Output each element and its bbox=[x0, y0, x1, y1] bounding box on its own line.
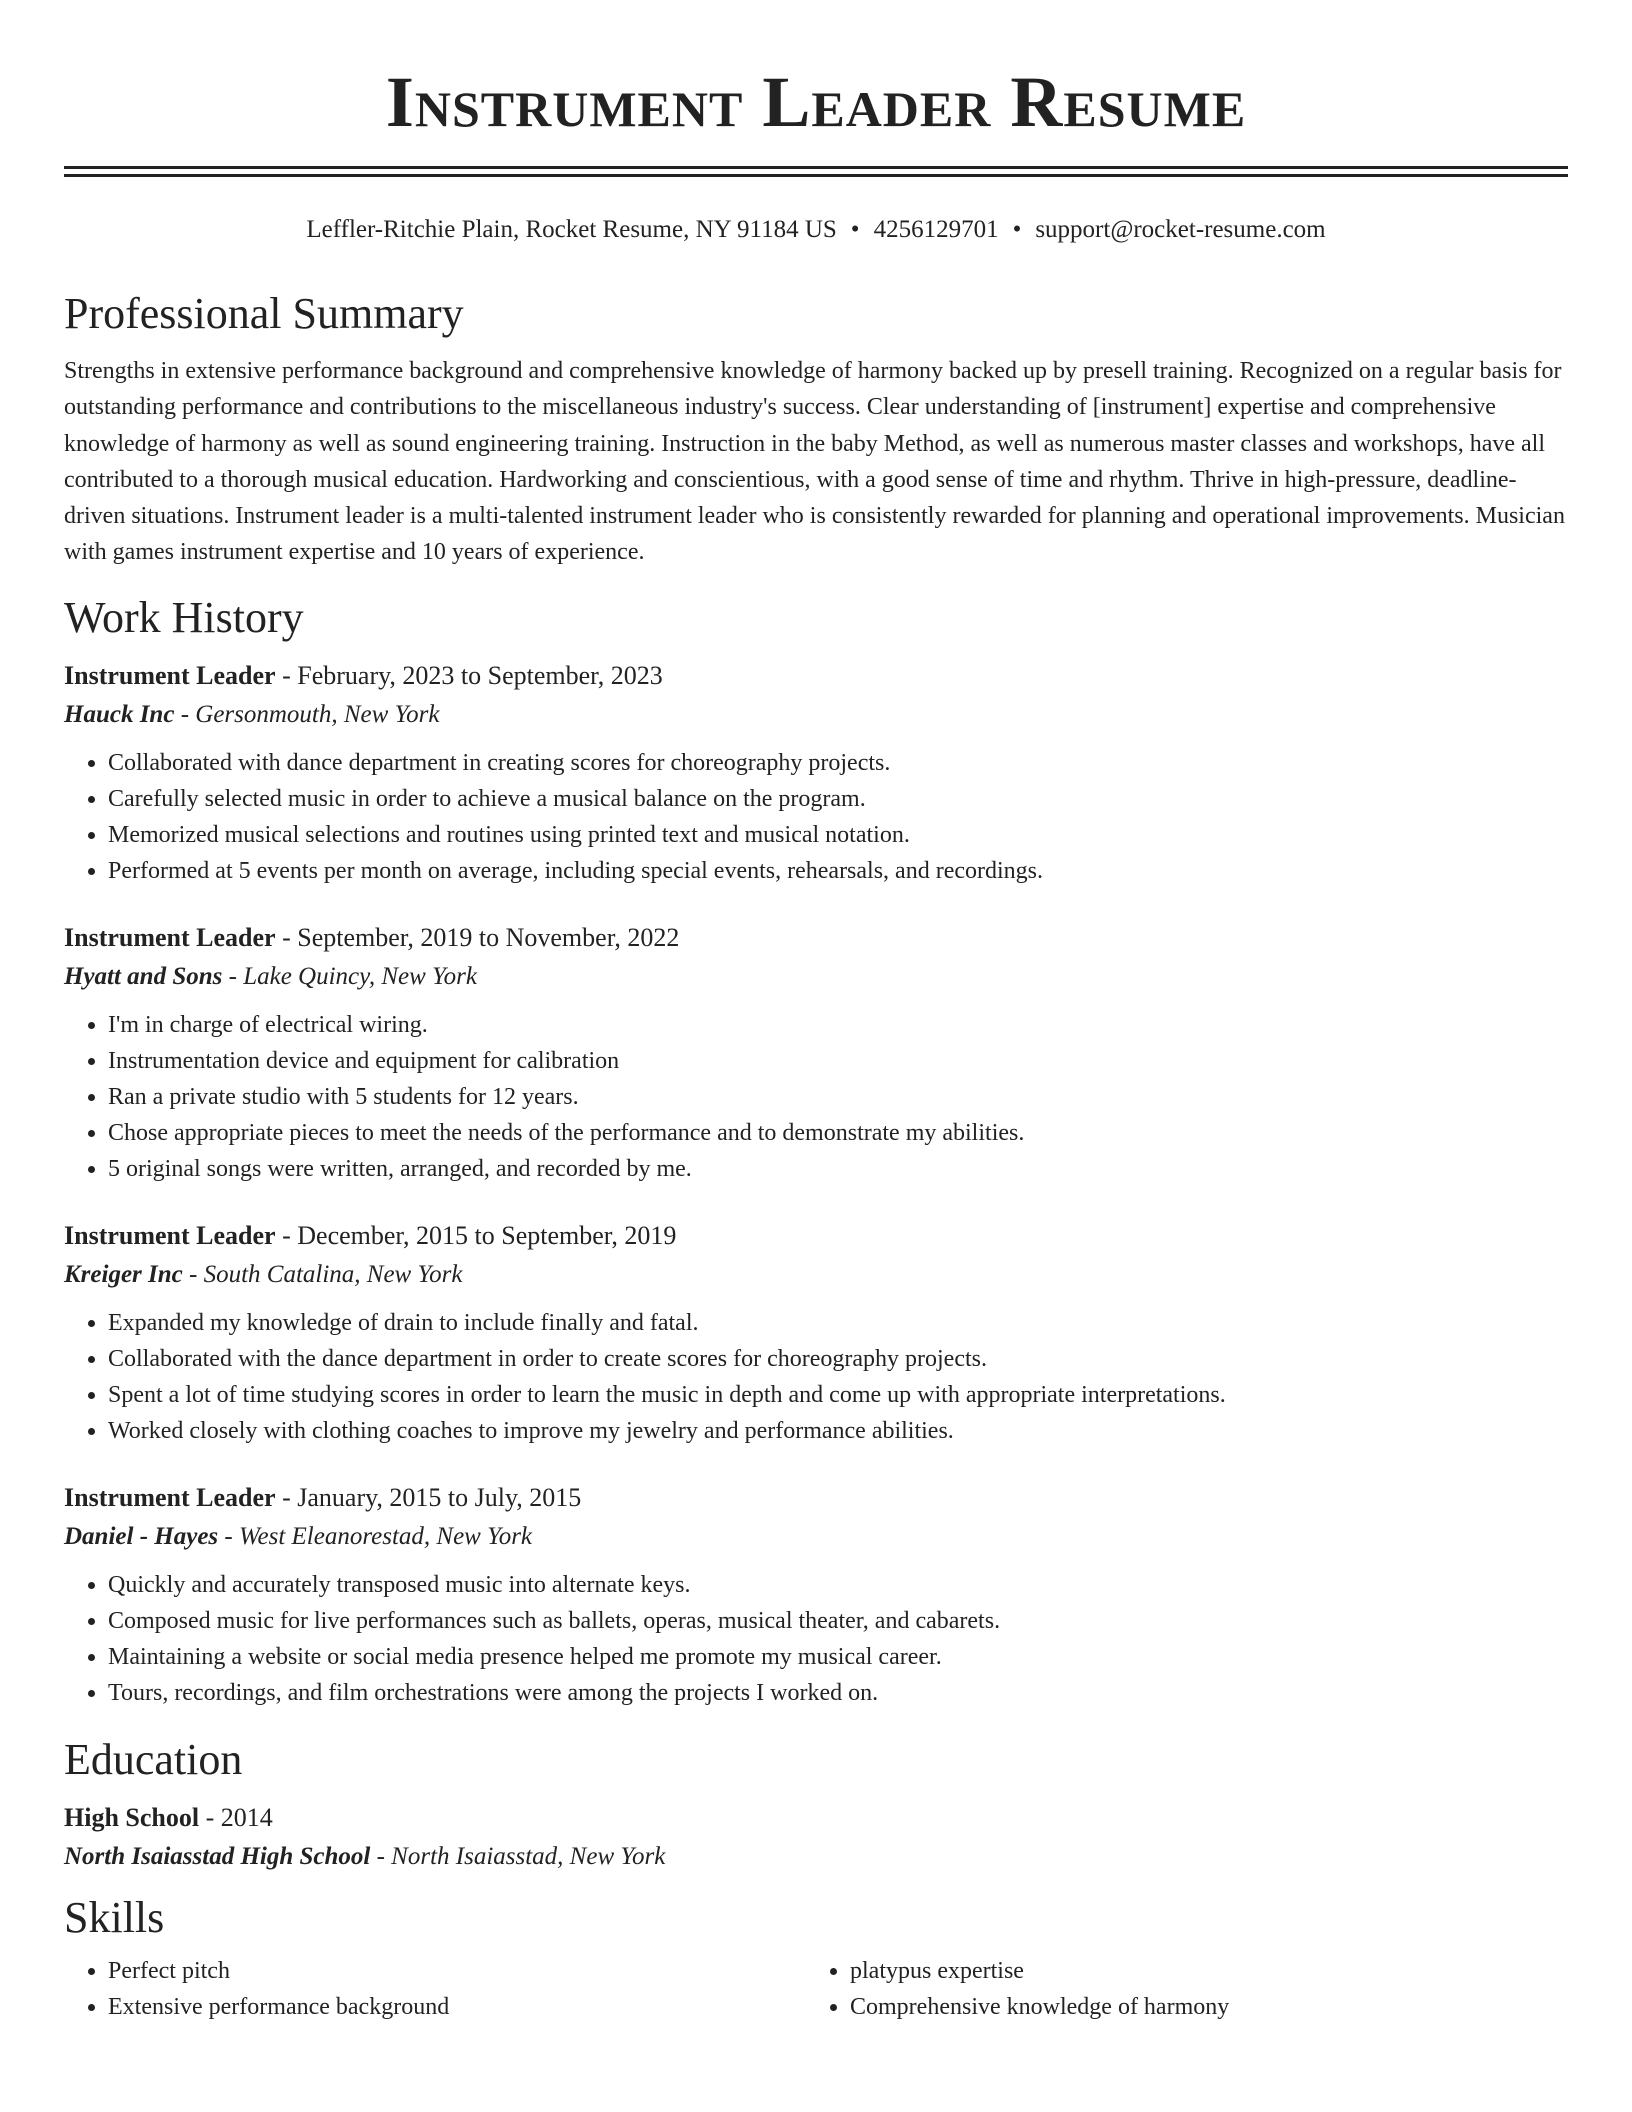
job-title-line bbox=[64, 657, 1568, 695]
job-bullet: • Carefully selected music in order to achieve a musical balance on the program. bbox=[108, 781, 1568, 817]
job-bullet: • Chose appropriate pieces to meet the needs of the performance and to demonstrate my abilities. bbox=[108, 1115, 1568, 1151]
skills-column-right bbox=[806, 1953, 1592, 2025]
job-title-line bbox=[64, 919, 1568, 957]
job-bullet: • Collaborated with dance department in creating scores for choreography projects. bbox=[108, 745, 1568, 781]
title-divider bbox=[64, 166, 1568, 177]
skill-item: • Comprehensive knowledge of harmony bbox=[850, 1989, 1592, 2025]
job-bullet: • Quickly and accurately transposed music into alternate keys. bbox=[108, 1567, 1568, 1603]
job-company-line bbox=[64, 695, 1568, 735]
skill-item: • Perfect pitch bbox=[108, 1953, 806, 1989]
education-year: - 2014 bbox=[199, 1802, 273, 1832]
skill-item: • platypus expertise bbox=[850, 1953, 1592, 1989]
job-location: - Lake Quincy, New York bbox=[222, 962, 477, 990]
job-entry bbox=[64, 657, 1568, 889]
job-dates: - January, 2015 to July, 2015 bbox=[275, 1482, 582, 1512]
job-entry bbox=[64, 1479, 1568, 1711]
summary-heading: Professional Summary bbox=[64, 289, 464, 338]
education-heading: Education bbox=[64, 1734, 243, 1784]
education-location: - North Isaiasstad, New York bbox=[370, 1842, 666, 1870]
job-company: Hyatt and Sons bbox=[64, 962, 223, 990]
contact-phone: 4256129701 bbox=[873, 216, 999, 243]
education-degree-line bbox=[64, 1799, 1568, 1837]
job-company-line bbox=[64, 1517, 1568, 1557]
job-bullet: • Ran a private studio with 5 students for 12 years. bbox=[108, 1079, 1568, 1115]
job-dates: - September, 2019 to November, 2022 bbox=[275, 922, 680, 952]
job-bullet: • Instrumentation device and equipment for calibration bbox=[108, 1043, 1568, 1079]
job-company: Hauck Inc bbox=[64, 700, 175, 728]
job-entry bbox=[64, 919, 1568, 1187]
skills-heading: Skills bbox=[64, 1892, 165, 1942]
resume-title: Instrument Leader Resume bbox=[385, 62, 1247, 142]
job-bullets bbox=[64, 1567, 1568, 1711]
contact-separator: • bbox=[850, 216, 860, 243]
job-dates: - December, 2015 to September, 2019 bbox=[275, 1220, 677, 1250]
contact-line bbox=[64, 213, 1568, 247]
job-location: - West Eleanorestad, New York bbox=[218, 1522, 533, 1550]
skill-item: • Extensive performance background bbox=[108, 1989, 806, 2025]
job-bullet: • I'm in charge of electrical wiring. bbox=[108, 1007, 1568, 1043]
job-company-line bbox=[64, 1255, 1568, 1295]
job-company: Daniel - Hayes bbox=[64, 1522, 219, 1550]
education-school-line bbox=[64, 1837, 1568, 1877]
job-title-line bbox=[64, 1217, 1568, 1255]
education-school: North Isaiasstad High School bbox=[64, 1842, 371, 1870]
contact-separator: • bbox=[1012, 216, 1022, 243]
job-dates: - February, 2023 to September, 2023 bbox=[275, 660, 663, 690]
job-entry bbox=[64, 1217, 1568, 1449]
work-history-heading: Work History bbox=[64, 592, 304, 642]
resume-page bbox=[64, 0, 1568, 2025]
job-company-line bbox=[64, 957, 1568, 997]
job-bullet: • Expanded my knowledge of drain to include finally and fatal. bbox=[108, 1305, 1568, 1341]
job-bullet: • Tours, recordings, and film orchestrations were among the projects I worked on. bbox=[108, 1675, 1568, 1711]
job-bullet: • Collaborated with the dance department in order to create scores for choreography projects. bbox=[108, 1341, 1568, 1377]
job-bullet: • Spent a lot of time studying scores in order to learn the music in depth and come up with appropriate interpretations. bbox=[108, 1377, 1568, 1413]
summary-text: Strengths in extensive performance background and comprehensive knowledge of harmony backed up by presell training. Recognized on a regular basis for outstanding performance and contributions to the miscellaneous industry's success. Clear understanding of [instrument] expertise and comprehensive knowledge of harmony as well as sound engineering training. Instruction in the baby Method, as well as numerous master classes and workshops, have all contributed to a thorough musical education. Hardworking and conscientious, with a good sense of time and rhythm. Thrive in high-pressure, deadline-driven situations. Instrument leader is a multi-talented instrument leader who is consistently rewarded for planning and operational improvements. Musician with games instrument expertise and 10 years of experience. bbox=[64, 358, 1565, 566]
job-location: - South Catalina, New York bbox=[182, 1260, 463, 1288]
job-title: Instrument Leader bbox=[64, 1220, 276, 1250]
job-bullets bbox=[64, 745, 1568, 889]
job-title: Instrument Leader bbox=[64, 660, 276, 690]
job-bullets bbox=[64, 1007, 1568, 1187]
skills-list bbox=[64, 1953, 1568, 2025]
job-bullet: • Performed at 5 events per month on average, including special events, rehearsals, and recordings. bbox=[108, 853, 1568, 889]
contact-email: support@rocket-resume.com bbox=[1035, 216, 1326, 243]
contact-address: Leffler-Ritchie Plain, Rocket Resume, NY 91184 US bbox=[306, 216, 837, 243]
job-bullet: • Memorized musical selections and routines using printed text and musical notation. bbox=[108, 817, 1568, 853]
job-company: Kreiger Inc bbox=[64, 1260, 183, 1288]
job-title: Instrument Leader bbox=[64, 1482, 276, 1512]
job-bullet: • Maintaining a website or social media presence helped me promote my musical career. bbox=[108, 1639, 1568, 1675]
job-title-line bbox=[64, 1479, 1568, 1517]
education-degree: High School bbox=[64, 1802, 200, 1832]
education-entry bbox=[64, 1799, 1568, 1877]
job-title: Instrument Leader bbox=[64, 922, 276, 952]
job-bullet: • 5 original songs were written, arranged, and recorded by me. bbox=[108, 1151, 1568, 1187]
skills-column-left bbox=[64, 1953, 806, 2025]
job-bullets bbox=[64, 1305, 1568, 1449]
job-bullet: • Worked closely with clothing coaches to improve my jewelry and performance abilities. bbox=[108, 1413, 1568, 1449]
job-bullet: • Composed music for live performances such as ballets, operas, musical theater, and cabarets. bbox=[108, 1603, 1568, 1639]
job-location: - Gersonmouth, New York bbox=[174, 700, 440, 728]
